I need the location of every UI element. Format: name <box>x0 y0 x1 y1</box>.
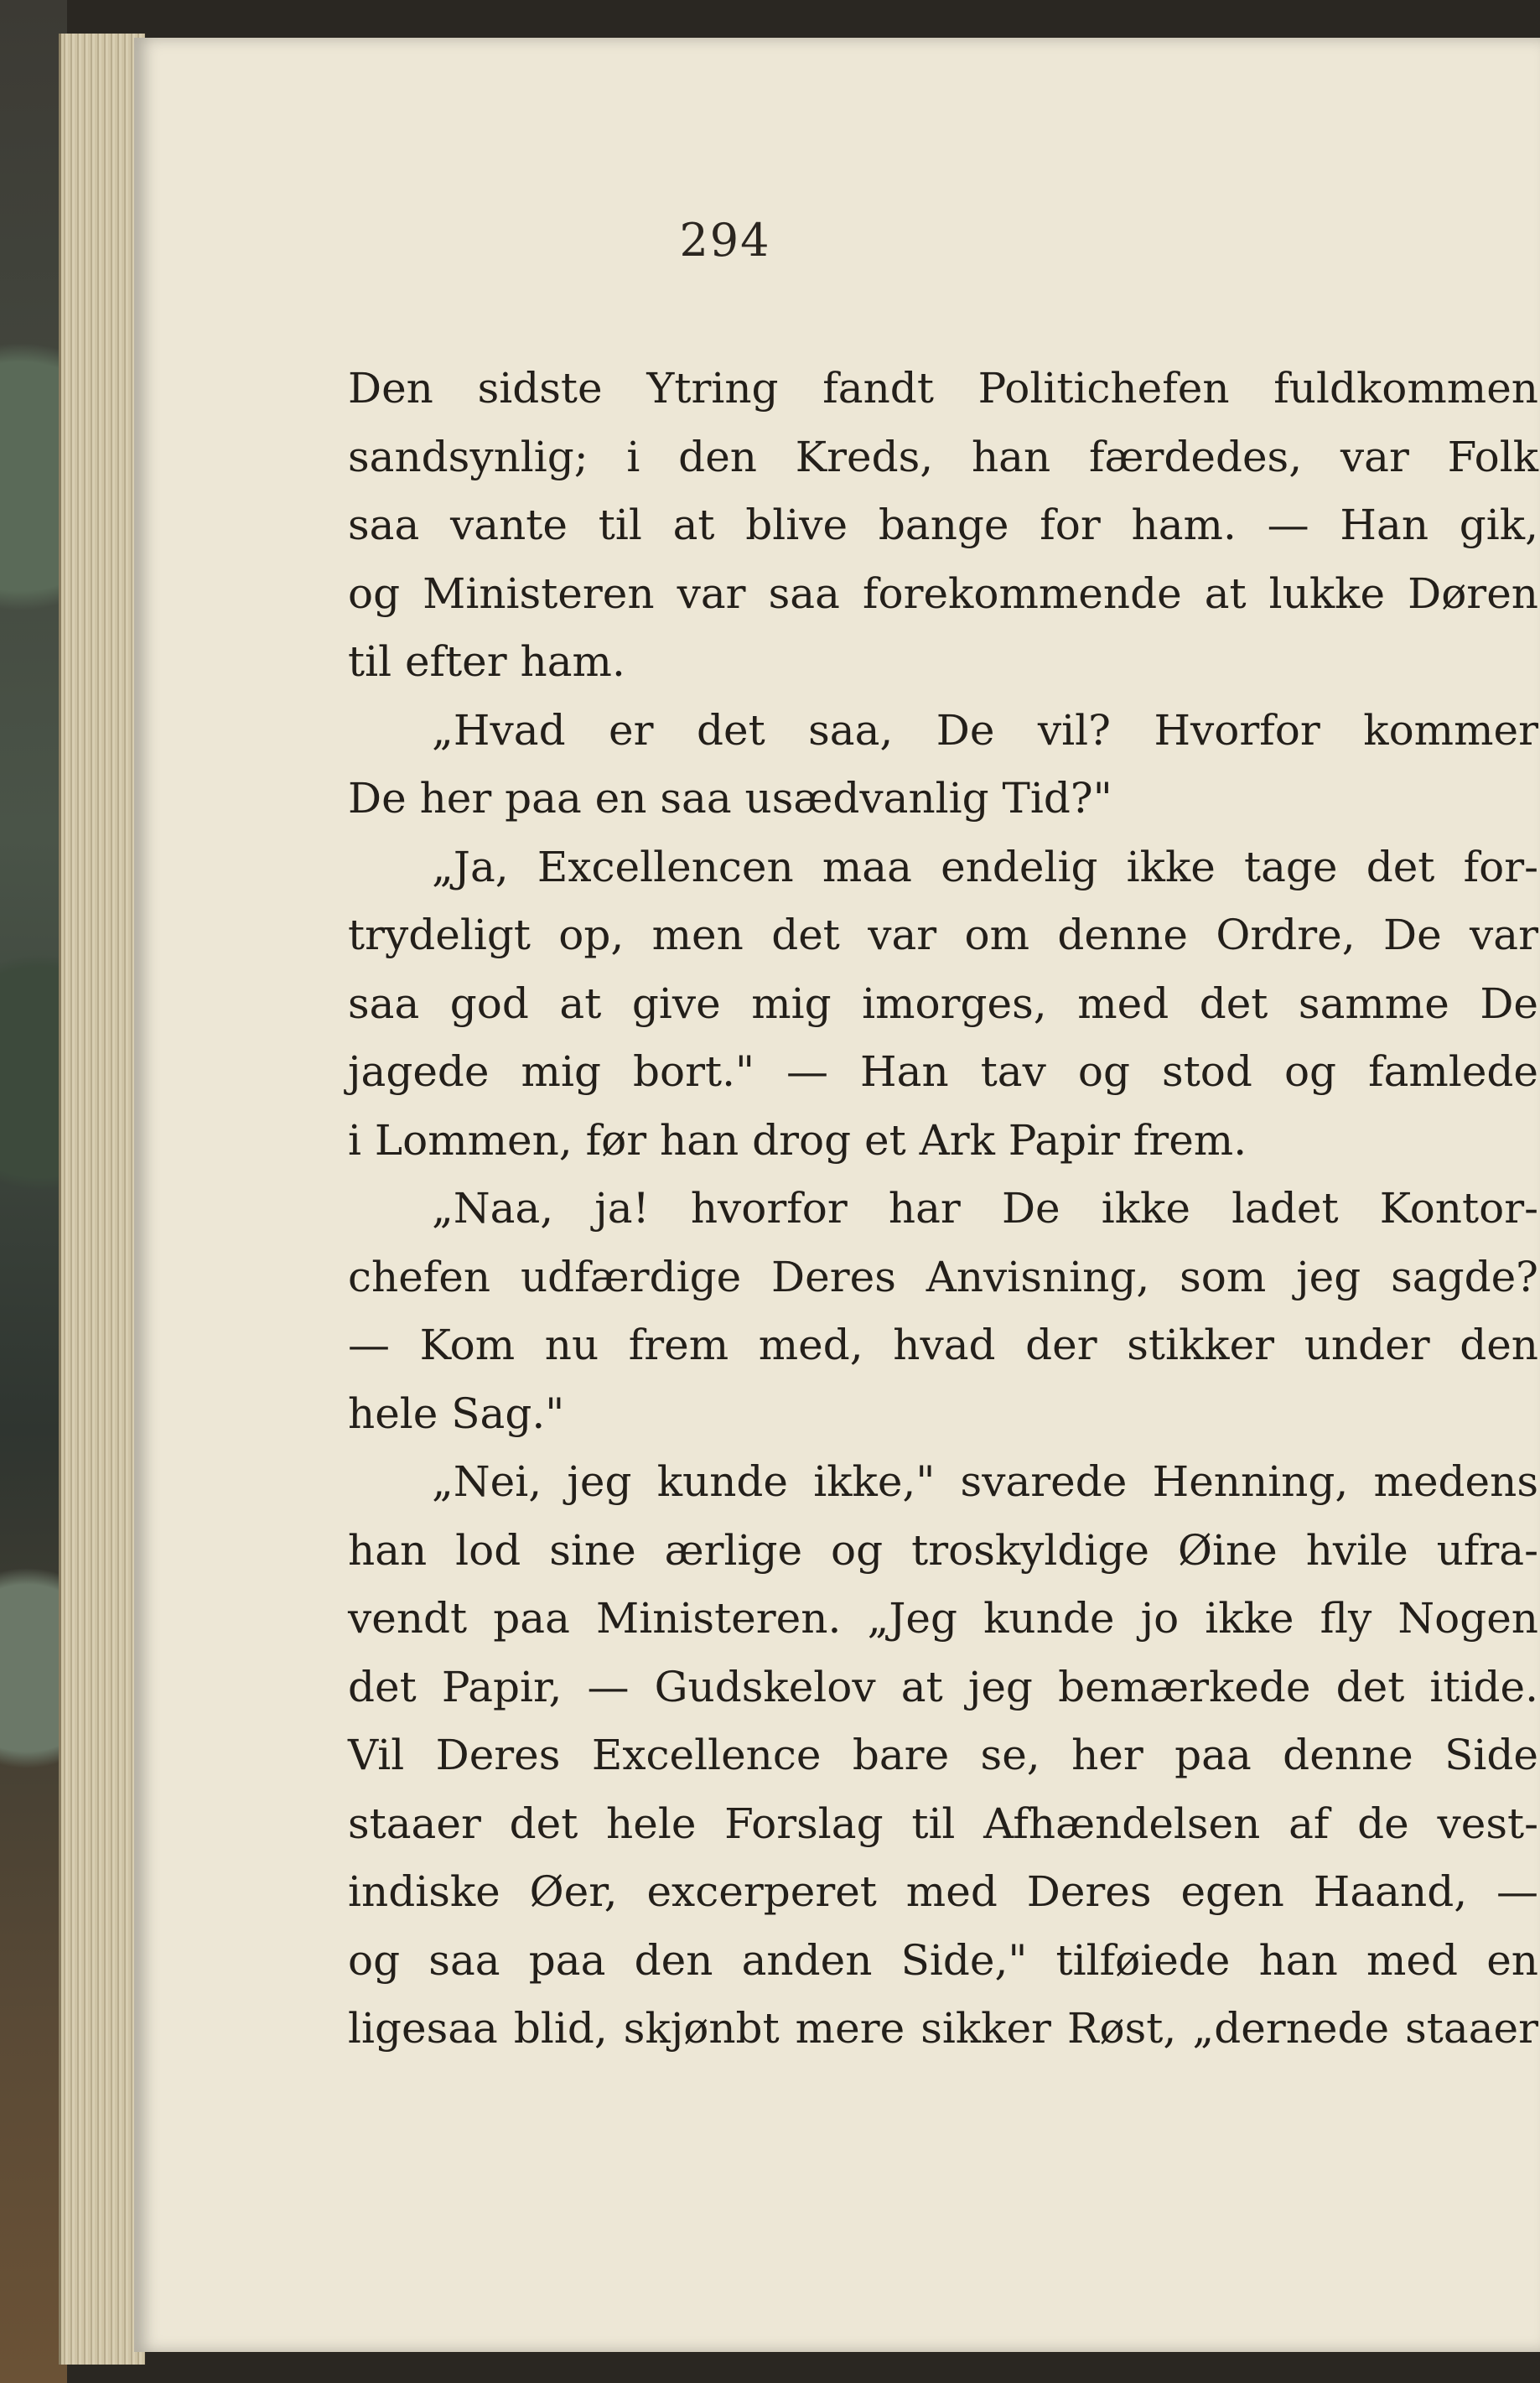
text-line: „Naa, ja! hvorfor har De ikke ladet Kontor- <box>432 1184 1538 1233</box>
text-line: og saa paa den anden Side," tilføiede han med en <box>348 1935 1538 1985</box>
page-edges <box>59 34 145 2365</box>
text-line: — Kom nu frem med, hvad der stikker under den <box>348 1321 1538 1369</box>
text-line: vendt paa Ministeren. „Jeg kunde jo ikke fly Nogen <box>348 1594 1538 1643</box>
text-line: saa vante til at blive bange for ham. — Han gik, <box>348 501 1538 549</box>
text-line: indiske Øer, excerperet med Deres egen Haand, — <box>348 1867 1538 1916</box>
text-line: chefen udfærdige Deres Anvisning, som jeg sagde? <box>348 1252 1538 1301</box>
text-line: til efter ham. <box>348 637 625 686</box>
text-line: Vil Deres Excellence bare se, her paa denne Side <box>348 1731 1538 1779</box>
text-line: han lod sine ærlige og troskyldige Øine hvile ufra- <box>348 1525 1538 1575</box>
text-line: staaer det hele Forslag til Afhændelsen af de vest- <box>348 1799 1538 1848</box>
text-line: De her paa en saa usædvanlig Tid?" <box>348 774 1112 823</box>
book-page <box>134 38 1540 2352</box>
text-line: „Ja, Excellencen maa endelig ikke tage det for- <box>432 842 1538 891</box>
text-line: sandsynlig; i den Kreds, han færdedes, var Folk <box>348 432 1538 481</box>
text-line: hele Sag." <box>348 1389 565 1438</box>
page-number: 294 <box>679 214 771 267</box>
text-line: Den sidste Ytring fandt Politichefen fuldkommen <box>348 364 1538 413</box>
text-line: i Lommen, før han drog et Ark Papir frem. <box>348 1115 1247 1165</box>
text-line: og Ministeren var saa forekommende at lukke Døren <box>348 568 1538 618</box>
text-line: ligesaa blid, skjønbt mere sikker Røst, „dernede staaer <box>348 2004 1538 2053</box>
text-line: det Papir, — Gudskelov at jeg bemærkede det itide. <box>348 1662 1538 1711</box>
text-line: jagede mig bort." — Han tav og stod og famlede <box>348 1047 1538 1096</box>
text-line: „Nei, jeg kunde ikke," svarede Henning, medens <box>432 1457 1538 1506</box>
text-line: trydeligt op, men det var om denne Ordre, De var <box>348 911 1538 959</box>
text-block <box>348 355 1538 2064</box>
text-line: saa god at give mig imorges, med det samme De <box>348 979 1538 1028</box>
text-line: „Hvad er det saa, De vil? Hvorfor kommer <box>432 705 1538 755</box>
book-cover <box>0 0 67 2383</box>
